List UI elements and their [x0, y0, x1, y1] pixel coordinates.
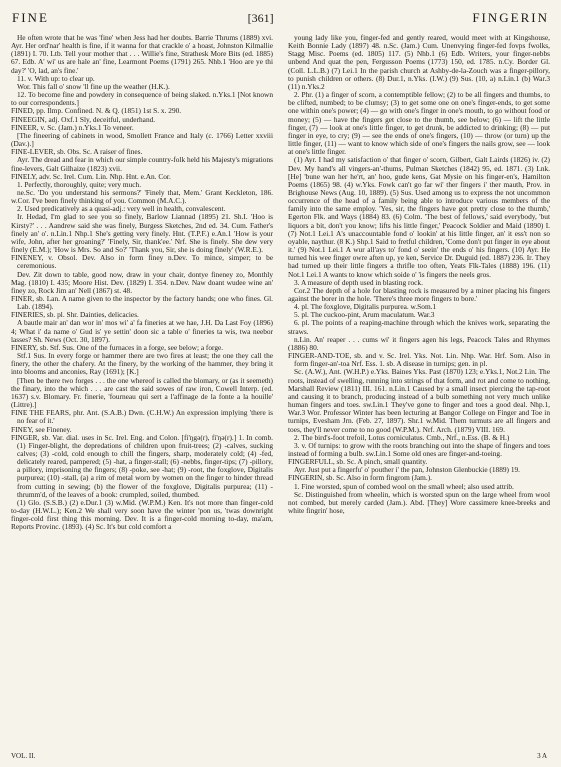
paragraph: He often wrote that he was 'fine' when Jess had her doubts. Barrie Thrums (1889) xvi. Ayr. Her ord'nar' health is fine, if it wanna for that crackle o' a hoast, Johnston Kilmallie (1891) I. 70. Ltb. Tell your mother that . . . Willie's fine, Strathesk More Bits (ed. 1885) 67. Edb. A' wi' us are hale an' fine, Learmont Poems (1791) 265. Nhb.1 'Hoo are ye thi day?' 'O, lad, an's fine.' — [11, 34, 273, 75]
running-header — [12, 10, 549, 30]
paragraph: FINE-LEVER, sb. Obs. Sc. A raiser of fines. — [11, 147, 143, 157]
paragraph: 4. pl. The foxglove, Digitalis purpurea. w.Som.1 — [294, 302, 437, 312]
paragraph: FINEER, v. Sc. (Jam.) n.Yks.1 To veneer. — [11, 122, 134, 132]
paragraph: Dev. Zit down to table, good now, draw in your chair, dontye fineney zo, Monthly Mag. (1810) I. 435; Moore Hist. Dev. (1829) I. 354. n.Dev. Naw doant wudee wine an' finey zo, Rock Jim an' Nell (1867) st. 48. — [11, 269, 273, 295]
paragraph: 3. A measure of depth used in blasting rock. — [294, 277, 423, 287]
header-left-word: FINE — [12, 10, 49, 25]
paragraph: Wor. This fall o' snow 'll fine up the weather (H.K.). — [17, 81, 170, 91]
paragraph: 6. pl. The points of a reaping-machine through which the knives work, separating the straws. — [288, 318, 550, 336]
paragraph: FINERY, sb. Stf. Sus. One of the furnaces in a forge, see below; a forge. — [11, 342, 224, 352]
paragraph: FINE THE FEARS, phr. Ant. (S.A.B.) Dwn. (C.H.W.) An expression implying 'there is no fear of it.' — [11, 408, 273, 426]
paragraph: FINED, pp. Ilmp. Confined. N. & Q. (1851) 1st S. x. 290. — [11, 106, 182, 116]
paragraph: 11. v. With up: to clear up. — [17, 73, 95, 83]
paragraph: Sc. (A.W.), Ant. (W.H.P.) e.Yks. Baines Yks. Past (1870) 123; e.Yks.1, Not.2 Lin. The roots, instead of swelling, running into strings of that form, and rot and come to nothing, Marshall Review (1811) III. 161. n.Lin.1 Caused by a small insect piercing the tap-root and causing it to branch, producing instead of a bulb something not very much unlike human fingers and toes. sw.Lin.1 They've gone to finger and toes a good deal. Nhp.1, War.3 Wor. Professor Winter has been lecturing at Bangor College on Finger and Toe in turnips, Evesham Jrn. (Feb. 27, 1897). Shr.1 w.Mid. Them turmuts are all fingers and toes, they'll never come to no good (W.P.M.). Nrf. Arch. (1879) VIII. 169. — [288, 367, 550, 434]
volume-mark: VOL. II. — [11, 752, 36, 760]
paragraph: FINELY, adv. Sc. Irel. Cum. Lin. Nhp. Hnt. e.An. Cor. — [11, 171, 171, 181]
paragraph: young lady like you, finger-fed and gently reared, would meet with at Kingshouse, Keith Bonnie Lady (1897) 48. n.Sc. (Jam.) Cum. Unenvying finger-fed fovps fwolks, Stagg Misc. Poems (ed. 1805) 117. (5) Nhb.1 (6) Edb. Writers, your finger-nebbs unbend And quat the pen, Fergusson Poems (1773) 150, ed. 1785. n.Cy. Border Gl. (Coll. L.L.B.) (7) Lei.1 In the parish church at Ashby-de-la-Zouch was a finger-pillory, to punish children or others. (8) Dur.1, n.Yks. (I.W.) (9) Sus. (10, a) n.Lin.1 (b) War.3 (11) n.Yks.2 — [288, 34, 550, 91]
left-column — [11, 34, 273, 752]
paragraph: FINGER, sb. Var. dial. uses in Sc. Irel. Eng. and Colon. [fi'ŋgə(r), fi'ŋə(r).] 1. In comb. (1) Finger-blight, the depredations of children upon fruit-trees; (2) -calves, sucking calves; (3) -cold, cold enough to chill the fingers, sharp, moderately cold; (4) -fed, delicately reared, pampered; (5) -hat, a finger-stall; (6) -nebbs, finger-tips; (7) -pillory, a pillory, imprisoning the fingers; (8) -poke, see -hat; (9) -root, the foxglove, Digitalis purpurea; (10) -stall, (a) a rim of metal worn by women on the finger to hinder thread from cutting in sewing; (b) the flower of the foxglove, Digitalis purpurea; (11) -thrumm'd, of the leaves of a book: crumpled, soiled, thumbed. — [11, 432, 273, 499]
paragraph: FINGERFULL, sb. Sc. A pinch, small quantity. — [288, 457, 428, 467]
paragraph: n.Lin. An' reaper . . . cums wi' it fingers agen his legs, Peacock Tales and Rhymes (1886) 80. — [288, 334, 550, 352]
paragraph: Stf.1 Sus. In every forge or hammer there are two fires at least; the one they call the finery, the other the chafery. At the finery, by the working of the hammer, they bring it into blooms and anconies, Ray (1691); [K.] — [11, 351, 273, 377]
page-footer — [11, 752, 547, 764]
paragraph: 2. The bird's-foot trefoil, Lotus corniculatus. Cmb., Nrf., n.Ess. (B. & H.) — [294, 432, 510, 442]
paragraph: 2. Used predicatively as a quasi-adj.: very well in health, convalescent. — [17, 204, 226, 214]
signature-mark: 3 A — [537, 752, 547, 760]
header-right-word: FINGERIN — [472, 10, 549, 25]
paragraph: [The fineering of cabinets in wood, Smollett France and Italy (c. 1766) Letter xxviii (Dav.).] — [11, 130, 273, 149]
paragraph: FINENEY, v. Obsol. Dev. Also in form finey n.Dev. To mince, simper; to be ceremonious. — [11, 253, 273, 271]
paragraph: [Then be there two forges . . . the one whereof is called the blomary, or (as it seemeth) the finary, into the which . . . are cast the said sowes of raw iron, Cowell Interp. (ed. 1637) s.v. Blomary. Fr. finerie, 'fourneau qui sert a l'affinage de la fonte a la houille' (Littre).] — [11, 375, 273, 410]
paragraph: Ayr. Just put a fingerfu' o' pouther i' the pan, Johnston Glenbuckie (1889) 19. — [294, 465, 521, 475]
paragraph: Ir. Hedad, I'm glad to see you so finely, Barlow Liannad (1895) 21. Sh.I. 'Hoo is Kirsty?' . . . Aandrew said she was finely, Burgess Sketches, 2nd ed. 34. Cum. Father's finely an' o'. n.Lin.1 Nhp.1 She's getting very finely. Hnt. (T.P.F.) e.An.1 'How is your wife, John, after her groaning?' 'Finely, Sir, thank'ee.' Nrf. She is finely. She dew very finely (E.M.); 'How is Mrs. So and So?' 'Thank you, Sir, she is doing finely' (W.R.E.). — [11, 212, 273, 255]
paragraph: FINEY, see Fineney. — [11, 424, 72, 434]
paragraph: (1) Glo. (S.S.B.) (2) e.Dur.1 (3) w.Mid. (W.P.M.) Ken. It's not more than finger-cold to-day (H.W.L.); Ken.2 We shall very soon have the winter 'pon us, 'twas downright finger-cold first thing this morning. Dev. It is a finger-cold morning to-day, ma'am, Reports Provinc. (1893). (4) Sc. It's but cold comfort a — [11, 497, 273, 532]
paragraph: FINGERIN, sb. Sc. Also in form fingrom (Jam.). — [288, 473, 433, 483]
paragraph: 12. To become fine and powdery in consequence of being slaked. n.Yks.1 [Not known to our correspondents.] — [11, 90, 273, 108]
paragraph: 1. Fine worsted, spun of combed wool on the small wheel; also used attrib. — [294, 481, 514, 491]
right-column — [288, 34, 550, 752]
paragraph: 3. v. Of turnips: to grow with the roots branching out into the shape of fingers and toes instead of forming a bulb. sw.Lin.1 Some old ones are finger-and-toeing. — [288, 440, 550, 458]
paragraph: Ayr. The dread and fear in which our simple country-folk held his Majesty's migrations fine-levers, Galt Gilhaize (1823) xvii. — [11, 155, 273, 173]
paragraph: 5. pl. The cuckoo-pint, Arum maculatum. War.3 — [294, 310, 435, 320]
paragraph: Cor.2 The depth of a hole for blasting rock is measured by a miner placing his fingers against the borer in the hole. 'There's three more fingers to bore.' — [288, 285, 550, 303]
paragraph: 2. Phr. (1) a finger of scorn, a contemptible fellow; (2) to be all fingers and thumbs, to be clifted, numbed; to be clumsy; (3) to get some one on one's finger-ends, to get some one within one's power; (4) — go with one's finger in one's mouth, to go without food or money; (5) — have the fingers get close to the thumb, see below; (6) — lift the little finger, (7) — look at one's little finger, to get drunk, be addicted to drinking; (8) — put finger in eye, to cry; (9) — see the ends of one's fingers, (10) — throw (or turn) up the little finger, (11) — want to know which side of one's fingers the nails grow, see — look at one's little finger. — [288, 90, 550, 157]
paragraph: FINERIES, sb. pl. Shr. Dainties, delicacies. — [11, 310, 139, 320]
paragraph: A bautle mair an' dan wor in' mos wi' a' fa fineries at we hae, J.H. Da Last Foy (1896) 4; What i' da name o' Gud is' ye settin' doon sic a table o' fineries ta wis, twa neebor lasses? Sh. News (Oct. 30, 1897). — [11, 318, 273, 344]
paragraph: ne.Sc. 'Do you understand his sermons?' 'Finely that, Mem.' Grant Keckleton, 186. w.Cor. I've been finely thinking of you. Common (M.A.C.). — [11, 187, 273, 206]
paragraph: FINEEGIN, adj. Oxf.1 Sly, deceitful, underhand. — [11, 114, 156, 124]
page-number: [361] — [247, 11, 274, 25]
paragraph: (1) Ayr. I had my satisfaction o' that finger o' scorn, Gilbert, Galt Lairds (1826) iv. (2) Dev. My hand's all vingers-an'-thums, Pulman Sketches (1842) 95, ed. 1871. (3) Lnk. [He] 'bune wan her he'rt, an' hoo, gude kens, Gat Mysie on his finger-en's, Hamilton Poems (1865) 98. (4) w.Yks. Fowk can't go far wi' ther fingers i' ther mauth, Prov. in Brighouse News (Aug. 10, 1889). (5) Sus. Used among us to express the not uncommon occurrence of the head of a family being able to introduce various members of the family into the same employ. 'Yes, sir, the fingers have got pretty close to the thumb,' Egerton Flk. and Ways (1884) 83. (6) Colm. 'The best of fellows,' said everybody, 'but liquors a bit, don't you know; lifts his little finger,' Peacock Soldier and Maid (1890) I. (7) Not.1 Lei.1 A's unaccountable fond o' lookin' at his little finger, an' it ess't non so oyable, naythur. (8 K.) Shp.1 Said to fretful children, 'Come don't put finger in eye about it.' (9) Not.1 Lei.1 A wur all'ays to' fond o' seein' the ends o' his fingers. (10) Ayr. He turned his wee finger owre aften up, ye ken, Service Dr. Duguid (ed. 1887) 236. Ir. They had turned up their little fingers a thrifle too often, Yeats Flk-Tales (1888) 196. (11) Not.1 Lei.1 A wants to know which soide o' 'is fingers the neels gros. — [288, 155, 550, 279]
paragraph: Sc. Distinguished from wheelin, which is worsted spun on the large wheel from wool not combed, but merely carded (Jam.). Abd. [They] Wore cassimere knee-breeks and white fingrin' hose, — [288, 489, 550, 516]
paragraph: FINGER-AND-TOE, sb. and v. Sc. Irel. Yks. Not. Lin. Nhp. War. Hrf. Som. Also in form finger-an'-toa Nrf. Ess. 1. sb. A disease in turnips; gen. in pl. — [288, 351, 550, 369]
paragraph: 1. Perfectly, thoroughly, quite; very much. — [17, 179, 142, 189]
paragraph: FINER, sb. Lan. A name given to the inspector by the factory hands; one who fines. Gl. Lab. (1894). — [11, 294, 273, 312]
